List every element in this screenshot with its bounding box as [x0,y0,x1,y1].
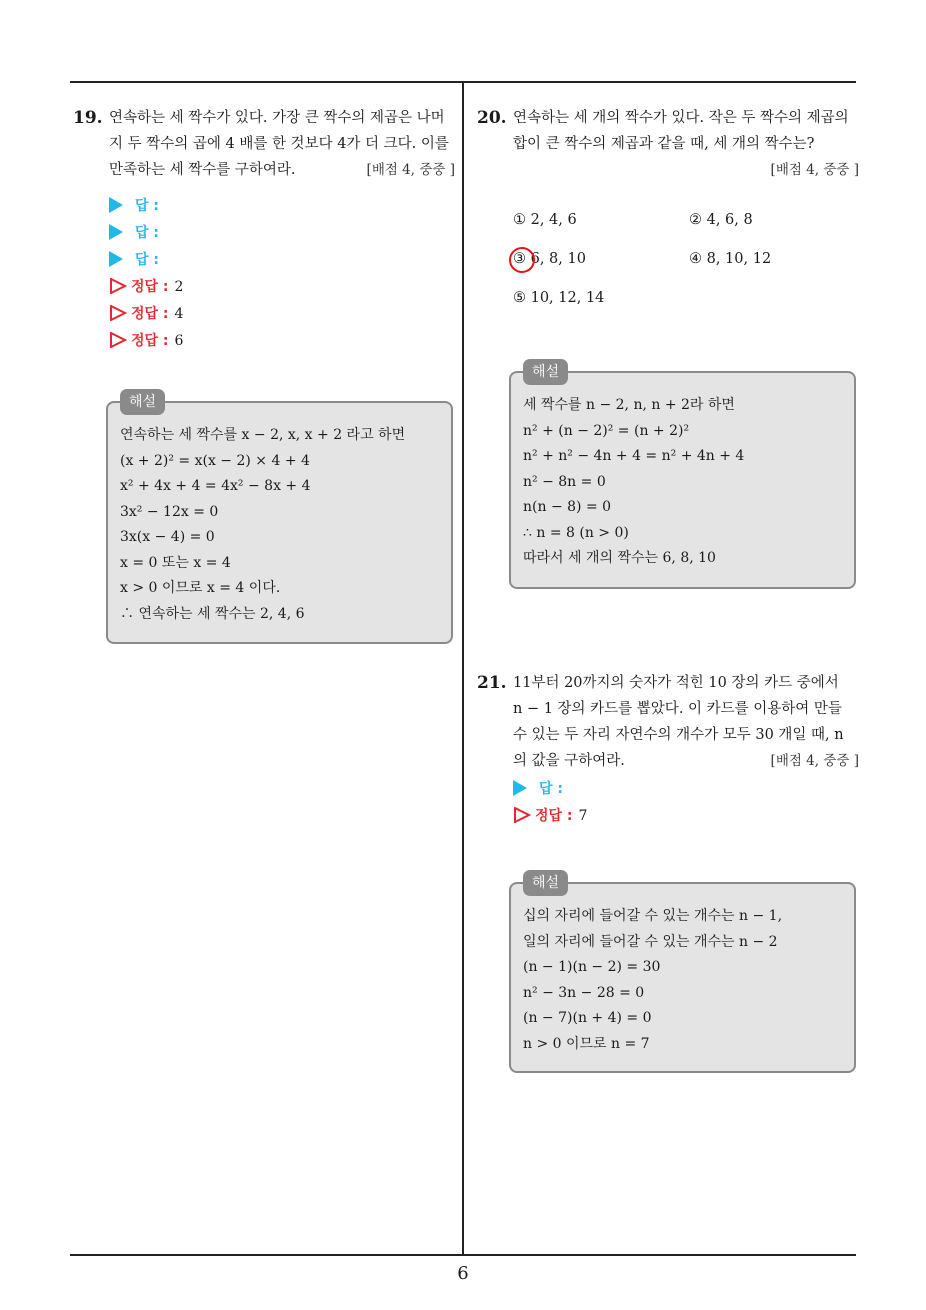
correct-label: 정답 : [535,808,573,824]
problem-line: 연속하는 세 짝수가 있다. 가장 큰 짝수의 제곱은 나머 [109,110,445,126]
score-meta: [배점 4, 중중 ] [770,753,859,769]
explanation-line: 십의 자리에 들어갈 수 있는 개수는 n − 1, [523,908,783,924]
explanation-line: n² − 3n − 28 = 0 [523,984,645,1001]
problem-line: n − 1 장의 카드를 뽑았다. 이 카드를 이용하여 만들 [513,701,842,717]
correct-label: 정답 : [131,279,169,295]
correct-value: 7 [578,808,588,824]
answer-area [109,193,455,355]
problem-number: 19. [73,108,103,128]
choice-3-text: ③ 6, 8, 10 [513,251,586,267]
page-number: 6 [457,1263,469,1284]
choice-1[interactable]: ① 2, 4, 6 [513,212,577,228]
bottom-rule [70,1254,856,1256]
problem-line [513,748,859,774]
explanation-line: 일의 자리에 들어갈 수 있는 개수는 n − 2 [523,933,778,950]
correct-row [513,803,859,830]
explanation-tab: 해설 [120,389,165,415]
answer-label: 답 : [135,198,159,214]
explanation-line: ∴ 연속하는 세 짝수는 2, 4, 6 [120,605,305,622]
answer-label: 답 : [135,225,159,241]
choice-5[interactable]: ⑤ 10, 12, 14 [513,290,605,306]
problem-19 [73,105,455,355]
correct-value: 6 [174,333,184,349]
answer-label: 답 : [135,252,159,268]
explanation-line: n > 0 이므로 n = 7 [523,1035,650,1052]
problem-line: 연속하는 세 개의 짝수가 있다. 작은 두 짝수의 제곱의 [513,110,849,126]
outline-right-triangle-icon [513,807,531,823]
correct-value: 4 [174,306,184,322]
correct-row [109,301,455,328]
answer-row [513,776,859,803]
filled-right-triangle-icon [109,224,123,240]
explanation-line: (x + 2)² = x(x − 2) × 4 + 4 [120,452,310,469]
problem-20 [477,105,859,183]
problem-line [109,157,455,183]
outline-right-triangle-icon [109,332,127,348]
problem-line: 수 있는 두 자리 자연수의 개수가 모두 30 개일 때, n [513,727,844,743]
problem-text [109,105,455,183]
correct-label: 정답 : [131,333,169,349]
explanation-line: (n − 1)(n − 2) = 30 [523,959,661,975]
explanation-line: n² + (n − 2)² = (n + 2)² [523,422,690,439]
choice-list [513,212,853,322]
answer-row [109,220,455,247]
filled-right-triangle-icon [109,251,123,267]
explanation-box [509,875,856,1073]
score-meta: [배점 4, 중중 ] [770,162,859,178]
explanation-line: 세 짝수를 n − 2, n, n + 2라 하면 [523,397,735,413]
outline-right-triangle-icon [109,278,127,294]
explanation-line: ∴ n = 8 (n > 0) [523,524,629,541]
choice-3[interactable] [513,251,586,267]
explanation-line: x² + 4x + 4 = 4x² − 8x + 4 [120,478,311,494]
choice-4[interactable]: ④ 8, 10, 12 [689,251,772,267]
filled-right-triangle-icon [109,197,123,213]
problem-21 [477,670,859,830]
answer-row [109,193,455,220]
correct-value: 2 [174,279,184,295]
problem-line: 11부터 20까지의 숫자가 적힌 10 장의 카드 중에서 [513,675,839,691]
explanation-line: x > 0 이므로 x = 4 이다. [120,580,281,596]
answer-row [109,247,455,274]
outline-right-triangle-icon [109,305,127,321]
explanation-line: x = 0 또는 x = 4 [120,554,231,571]
problem-line: 지 두 짝수의 곱에 4 배를 한 것보다 4가 더 크다. 이를 [109,136,449,152]
explanation-line: 연속하는 세 짝수를 x − 2, x, x + 2 라고 하면 [120,427,406,443]
problem-line-text: 만족하는 세 짝수를 구하여라. [109,162,296,178]
explanation-line: 3x² − 12x = 0 [120,503,219,520]
filled-right-triangle-icon [513,780,527,796]
column-divider [462,83,464,1254]
explanation-line: 따라서 세 개의 짝수는 6, 8, 10 [523,550,716,566]
explanation-tab: 해설 [523,870,568,896]
choice-2[interactable]: ② 4, 6, 8 [689,212,753,228]
answer-area [513,776,859,830]
problem-number: 20. [477,108,507,128]
problem-number: 21. [477,673,507,693]
explanation-box [106,394,453,644]
correct-label: 정답 : [131,306,169,322]
correct-row [109,328,455,355]
problem-line: 합이 큰 짝수의 제곱과 같을 때, 세 개의 짝수는? [513,136,815,152]
explanation-box [509,364,856,589]
score-meta: [배점 4, 중중 ] [366,162,455,178]
problem-text [513,105,859,183]
red-circle-icon [507,245,537,275]
problem-text [513,670,859,774]
explanation-line: n(n − 8) = 0 [523,499,612,515]
explanation-line: (n − 7)(n + 4) = 0 [523,1010,652,1026]
explanation-line: 3x(x − 4) = 0 [120,529,215,545]
correct-row [109,274,455,301]
explanation-line: n² − 8n = 0 [523,473,606,490]
problem-line-text: 의 값을 구하여라. [513,753,625,769]
explanation-tab: 해설 [523,359,568,385]
explanation-line: n² + n² − 4n + 4 = n² + 4n + 4 [523,448,745,464]
answer-label: 답 : [539,781,563,797]
